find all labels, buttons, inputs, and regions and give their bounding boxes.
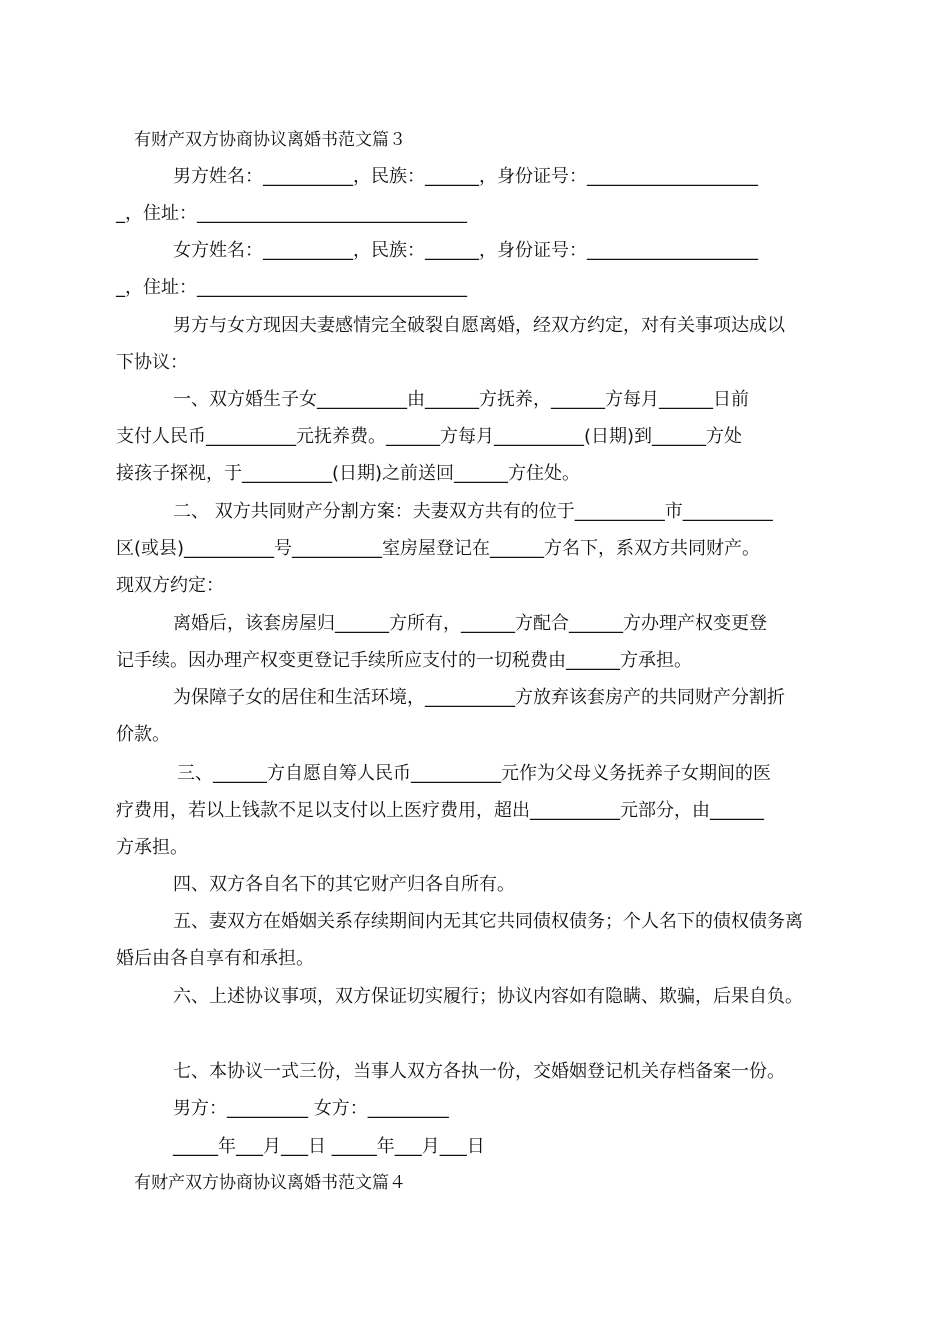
clause-2-line-3: 现双方约定： xyxy=(116,575,224,596)
clause-4-line: 四、双方各自名下的其它财产归各自所有。 xyxy=(173,874,515,895)
children-clause-line-1: 为保障子女的居住和生活环境，__________方放弃该套房产的共同财产分割折 xyxy=(173,687,785,708)
clause-3-line-1: 三、______方自愿自筹人民币__________元作为父母义务抚养子女期间的医 xyxy=(177,763,771,784)
house-clause-line-1: 离婚后，该套房屋归______方所有，______方配合______方办理产权变更登 xyxy=(173,613,767,634)
clause-5-line-1: 五、妻双方在婚姻关系存续期间内无其它共同债权债务；个人名下的债权债务离 xyxy=(173,911,803,932)
signature-line: 男方：_________ 女方：_________ xyxy=(173,1098,449,1119)
clause-1-line-2: 支付人民币__________元抚养费。______方每月__________(日期)到______方处 xyxy=(116,426,743,447)
male-info-line: 男方姓名：__________，民族：______，身份证号：___________________ xyxy=(173,166,758,187)
clause-1-line-3: 接孩子探视，于__________(日期)之前送回______方住处。 xyxy=(116,463,581,484)
section-heading-4: 有财产双方协商协议离婚书范文篇４ xyxy=(134,1173,406,1193)
clause-2-line-1: 二、 双方共同财产分割方案：夫妻双方共有的位于__________市__________ xyxy=(173,501,773,522)
house-clause-line-2: 记手续。因办理产权变更登记手续所应支付的一切税费由______方承担。 xyxy=(116,650,692,671)
clause-2-line-2: 区(或县)__________号__________室房屋登记在______方名下，系双方共同财产。 xyxy=(116,538,761,559)
female-info-line: 女方姓名：__________，民族：______，身份证号：___________________ xyxy=(173,240,758,261)
clause-5-line-2: 婚后由各自享有和承担。 xyxy=(116,948,314,969)
clause-1-line-1: 一、双方婚生子女__________由______方抚养，______方每月______日前 xyxy=(173,389,749,410)
intro-paragraph-line-2: 下协议： xyxy=(116,352,188,373)
female-address-line: _，住址：______________________________ xyxy=(116,277,467,298)
intro-paragraph-line-1: 男方与女方现因夫妻感情完全破裂自愿离婚，经双方约定，对有关事项达成以 xyxy=(173,315,785,336)
clause-3-line-3: 方承担。 xyxy=(116,837,188,858)
section-heading-3: 有财产双方协商协议离婚书范文篇３ xyxy=(134,130,406,150)
male-address-line: _，住址：______________________________ xyxy=(116,203,467,224)
clause-7-line: 七、本协议一式三份，当事人双方各执一份，交婚姻登记机关存档备案一份。 xyxy=(173,1061,785,1082)
date-line: _____年___月___日 _____年___月___日 xyxy=(173,1136,485,1157)
children-clause-line-2: 价款。 xyxy=(116,724,170,745)
clause-6-line: 六、上述协议事项，双方保证切实履行；协议内容如有隐瞒、欺骗，后果自负。 xyxy=(173,986,803,1007)
clause-3-line-2: 疗费用，若以上钱款不足以支付以上医疗费用，超出__________元部分，由______ xyxy=(116,800,764,821)
